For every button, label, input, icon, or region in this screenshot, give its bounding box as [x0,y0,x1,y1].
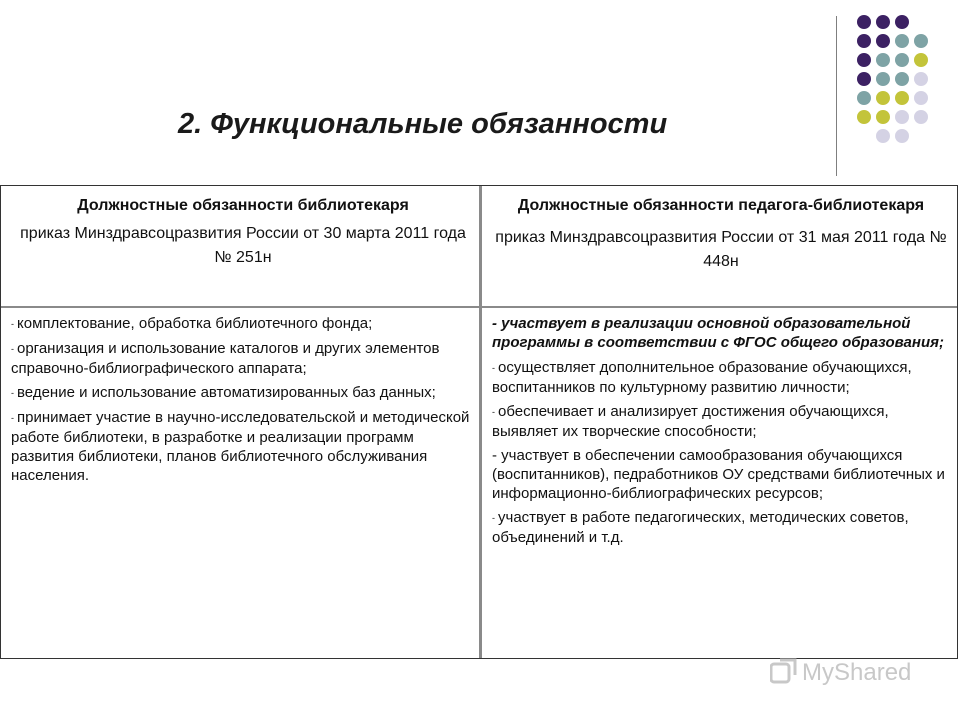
teacher-librarian-duties-list [492,314,954,552]
right-header-title: Должностные обязанности педагога-библиотекаря [517,197,925,214]
librarian-duties-list [11,314,473,490]
right-header-order: приказ Минздравсоцразвития России от 31 мая 2011 года № 448н [495,229,947,270]
decorative-dot [876,110,890,124]
watermark-text: MyShared [802,659,912,686]
left-header-title: Должностные обязанности библиотекаря [77,197,409,214]
right-column-header [489,196,953,274]
decorative-dot [876,129,890,143]
decorative-dot [876,53,890,67]
decorative-dot [914,72,928,86]
row-divider [1,306,957,308]
decorative-dot [876,91,890,105]
list-item: - принимает участие в научно-исследовательской и методической работе библиотеки, в разработке и реализации программ развития библиотеки, планов библиотечного обслуживания населения. [11,409,470,484]
myshared-watermark [770,658,911,687]
left-column-header [11,196,475,270]
decorative-dot [857,53,871,67]
decorative-dot [914,34,928,48]
decorative-dot [895,129,909,143]
myshared-logo-icon [770,658,798,684]
decorative-dot [876,72,890,86]
decorative-dot [895,72,909,86]
column-divider [479,186,482,658]
decorative-dot [876,34,890,48]
decorative-dot [876,15,890,29]
list-item: - осуществляет дополнительное образование обучающихся, воспитанников по культурному развитию личности; [492,359,912,396]
list-item: - обеспечивает и анализирует достижения обучающихся, выявляет их творческие способности; [492,403,889,440]
list-item: - участвует в реализации основной образовательной программы в соответствии с ФГОС общего образования; [492,315,944,351]
list-item: - комплектование, обработка библиотечного фонда; [11,315,373,332]
list-item: - ведение и использование автоматизированных баз данных; [11,384,436,401]
slide-title: 2. Функциональные обязанности [178,108,668,140]
decorative-dot [895,53,909,67]
duties-table [0,185,958,659]
decorative-dot [895,110,909,124]
decorative-dot [857,15,871,29]
decorative-dot [914,53,928,67]
decorative-dot [895,34,909,48]
decorative-dot [895,15,909,29]
decorative-dot [857,91,871,105]
left-header-order: приказ Минздравсоцразвития России от 30 марта 2011 года № 251н [20,225,466,266]
decorative-dot [895,91,909,105]
decorative-dot [857,72,871,86]
decorative-dot [914,110,928,124]
decorative-dot [857,110,871,124]
decorative-dot [857,34,871,48]
list-item: - участвует в работе педагогических, методических советов, объединений и т.д. [492,509,909,546]
decorative-dot [914,91,928,105]
decorative-vertical-line [836,16,837,176]
list-item: - участвует в обеспечении самообразования обучающихся (воспитанников), педработников ОУ средствами библиотечных и информационно-библиографических ресурсов; [492,447,945,502]
list-item: - организация и использование каталогов и других элементов справочно-библиографического аппарата; [11,340,440,377]
